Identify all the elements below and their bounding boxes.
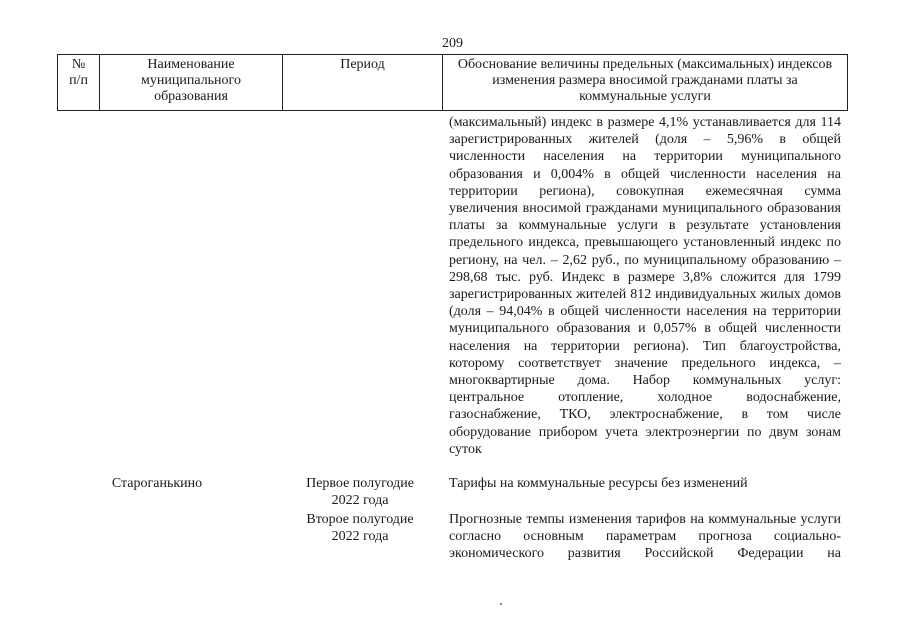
period-second-half: Второе полугодие 2022 года	[306, 512, 414, 544]
header-col-period: Период	[283, 55, 443, 111]
page-number: 209	[442, 36, 463, 51]
header-col-basis: Обоснование величины предельных (максимальных) индексов изменения размера вносимой гражданами платы за коммунальные услуги	[443, 55, 848, 111]
scan-speck	[500, 603, 502, 605]
basis-continued-text: (максимальный) индекс в размере 4,1% устанавливается для 114 зарегистрированных жителей (доля – 5,96% в общей численности населения на территории муниципального образования и 0,004% в общей численности населения на территории региона), совокупная ежемесячная сумма увеличения вносимой гражданами муниципального образования платы за коммунальные услуги в результате установления предельного индекса, превышающего установленный индекс по региону, на чел. – 2,62 руб., по муниципальному образованию – 298,68 тыс. руб. Индекс в размере 3,8% сложится для 1799 зарегистрированных жителей 812 индивидуальных жилых домов (доля – 94,04% в общей численности населения на территории муниципального образования и 0,057% в общей численности населения на территории региона). Тип благоустройства, которому соответствует значение предельного индекса, – многоквартирные дома. Набор коммунальных услуг: центральное отопление, холодное водоснабжение, газоснабжение, ТКО, электроснабжение, в том числе оборудование прибором учета электроэнергии по двум зонам суток	[449, 115, 841, 457]
header-col-municipality: Наименование муниципального образования	[100, 55, 283, 111]
period-first-half: Первое полугодие 2022 года	[306, 476, 414, 508]
header-col-number: № п/п	[58, 55, 100, 111]
table-header	[57, 54, 848, 111]
basis-second-half	[449, 511, 841, 563]
municipality-name: Староганькино	[111, 476, 203, 491]
basis-second-half-text: Прогнозные темпы изменения тарифов на коммунальные услуги согласно основным параметрам прогноза социально-экономического развития Российской Федерации на	[449, 512, 841, 562]
basis-first-half: Тарифы на коммунальные ресурсы без изменений	[449, 476, 748, 491]
